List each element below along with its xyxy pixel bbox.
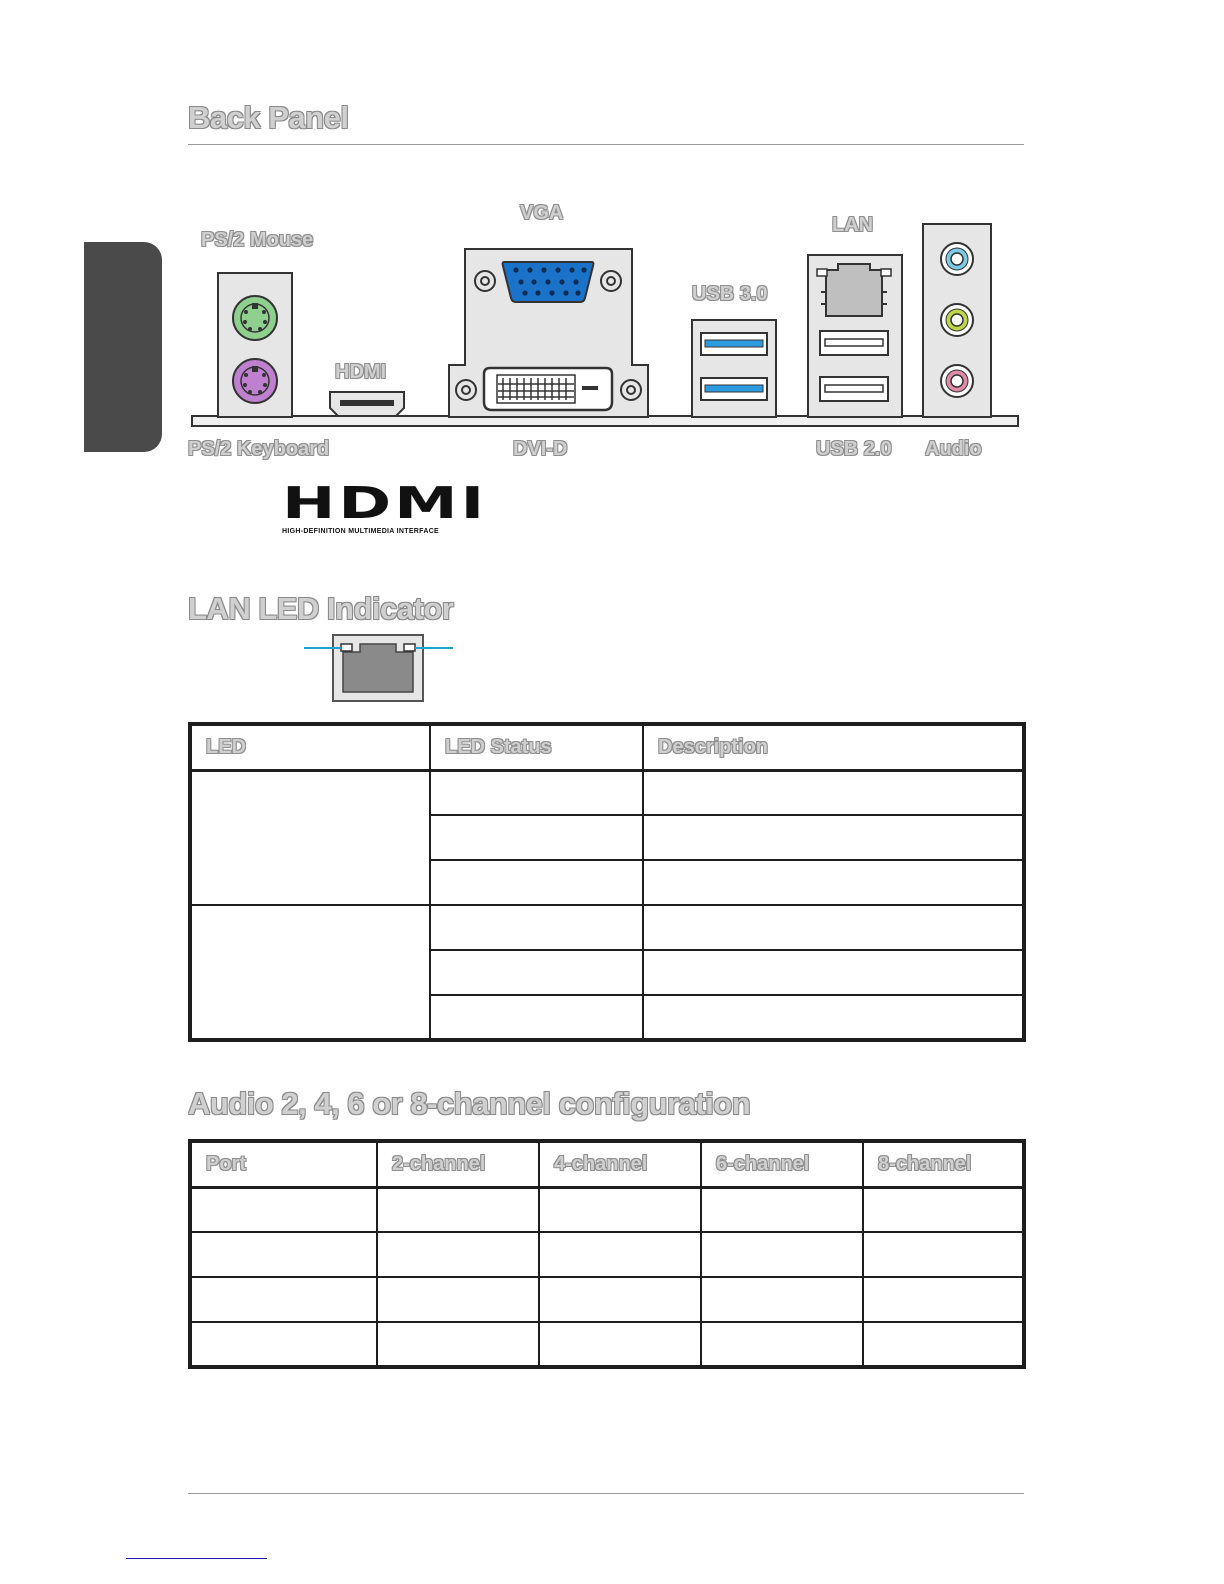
hdmi-logo-wordmark: HDMI [282, 478, 488, 529]
table-cell [643, 815, 1024, 860]
ps2-keyboard-port-icon [233, 359, 277, 403]
audio-config-table [188, 1139, 1026, 1369]
table-cell [430, 860, 643, 905]
header-4-channel: 4-channel [539, 1141, 701, 1187]
header-8-channel: 8-channel [863, 1141, 1024, 1187]
back-panel-diagram [0, 0, 1224, 440]
table-cell [430, 815, 643, 860]
table-row [190, 1187, 1024, 1232]
left-led-icon [341, 644, 352, 651]
ps2-mouse-port-icon [233, 296, 277, 340]
table-cell [377, 1187, 539, 1232]
label-dvi: DVI-D [513, 438, 568, 460]
table-cell [377, 1232, 539, 1277]
table-row [190, 770, 1024, 815]
table-cell [643, 860, 1024, 905]
header-description: Description [643, 724, 1024, 770]
table-cell [701, 1277, 863, 1322]
table-cell [190, 1187, 377, 1232]
table-cell [190, 905, 430, 1040]
table-cell [701, 1322, 863, 1367]
footer-rule [188, 1493, 1024, 1494]
header-6-channel: 6-channel [701, 1141, 863, 1187]
table-cell [430, 950, 643, 995]
table-row [190, 724, 1024, 770]
table-row [190, 1141, 1024, 1187]
table-cell [190, 1232, 377, 1277]
table-cell [190, 770, 430, 905]
header-2-channel: 2-channel [377, 1141, 539, 1187]
table-cell [539, 1187, 701, 1232]
footer-link-underline[interactable] [126, 1558, 267, 1559]
table-row [190, 905, 1024, 950]
table-cell [863, 1277, 1024, 1322]
table-cell [863, 1322, 1024, 1367]
table-row [190, 1232, 1024, 1277]
label-usb2: USB 2.0 [816, 438, 892, 460]
lan-port-icon [817, 264, 891, 316]
header-port: Port [190, 1141, 377, 1187]
right-led-icon [404, 644, 415, 651]
label-lan: LAN [832, 214, 874, 236]
table-cell [190, 1322, 377, 1367]
header-led: LED [190, 724, 430, 770]
label-hdmi: HDMI [335, 361, 387, 383]
table-row [190, 1277, 1024, 1322]
table-cell [430, 905, 643, 950]
table-cell [701, 1232, 863, 1277]
lan-led-table [188, 722, 1026, 1042]
table-cell [377, 1277, 539, 1322]
header-led-status: LED Status [430, 724, 643, 770]
hdmi-logo [282, 478, 488, 540]
table-row [190, 1322, 1024, 1367]
table-cell [430, 770, 643, 815]
label-vga: VGA [520, 202, 564, 224]
table-cell [539, 1322, 701, 1367]
audio-jack-icons [941, 243, 973, 397]
table-cell [643, 905, 1024, 950]
table-cell [643, 995, 1024, 1040]
label-ps2-mouse: PS/2 Mouse [201, 229, 314, 251]
lan-led-diagram [300, 630, 460, 706]
label-audio: Audio [925, 438, 982, 460]
hdmi-logo-tagline: HIGH-DEFINITION MULTIMEDIA INTERFACE [282, 528, 440, 535]
audio-config-title: Audio 2, 4, 6 or 8-channel configuration [188, 1086, 751, 1121]
hdmi-port-icon [330, 392, 404, 416]
table-cell [190, 1277, 377, 1322]
table-cell [863, 1232, 1024, 1277]
table-cell [539, 1277, 701, 1322]
table-cell [863, 1187, 1024, 1232]
table-cell [643, 950, 1024, 995]
page-title: Back Panel [188, 100, 349, 135]
table-cell [701, 1187, 863, 1232]
label-ps2-keyboard: PS/2 Keyboard [188, 438, 330, 460]
label-usb3: USB 3.0 [692, 283, 768, 305]
lan-led-title: LAN LED Indicator [188, 591, 454, 626]
table-cell [643, 770, 1024, 815]
table-cell [430, 995, 643, 1040]
table-cell [539, 1232, 701, 1277]
table-cell [377, 1322, 539, 1367]
